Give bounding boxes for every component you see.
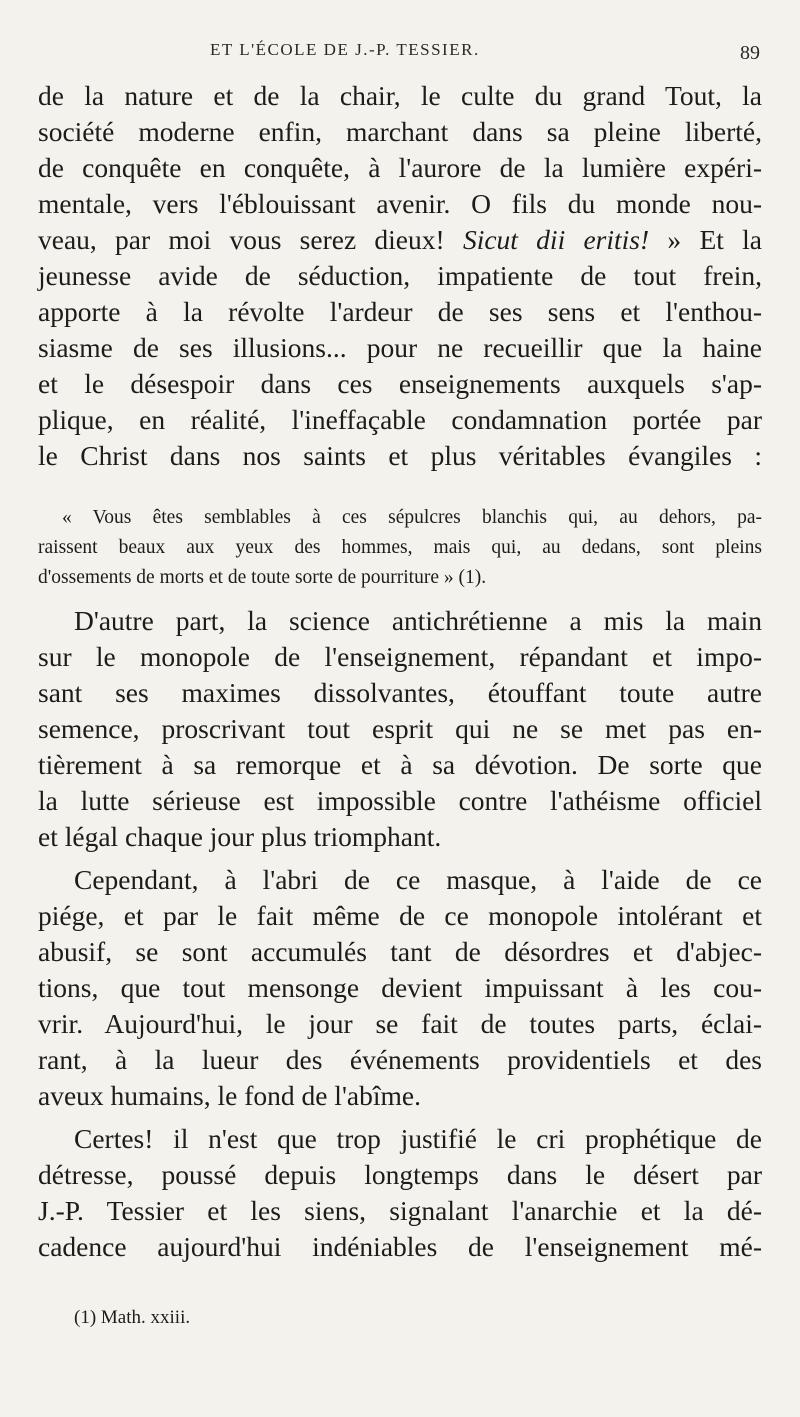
text-fragment: veau, par moi vous serez dieux! bbox=[38, 224, 463, 255]
text-line: Cependant, à l'abri de ce masque, à l'aide de ce bbox=[74, 864, 762, 895]
text-line: de conquête en conquête, à l'aurore de la lumière expéri- bbox=[38, 152, 762, 183]
text-line: Certes! il n'est que trop justifié le cri prophétique de bbox=[74, 1123, 762, 1154]
text-line: abusif, se sont accumulés tant de désordres et d'abjec- bbox=[38, 936, 762, 967]
text-line: D'autre part, la science antichrétienne a mis la main bbox=[74, 605, 762, 636]
text-line: et le désespoir dans ces enseignements auxquels s'ap- bbox=[38, 368, 762, 399]
text-fragment: » Et la bbox=[649, 224, 762, 255]
text-line: semence, proscrivant tout esprit qui ne se met pas en- bbox=[38, 713, 762, 744]
text-line: société moderne enfin, marchant dans sa pleine liberté, bbox=[38, 116, 762, 147]
latin-quote: Sicut dii eritis! bbox=[462, 224, 650, 255]
text-line: mentale, vers l'éblouissant avenir. O fils du monde nou- bbox=[38, 188, 762, 219]
text-line: tions, que tout mensonge devient impuissant à les cou- bbox=[38, 972, 762, 1003]
text-line bbox=[38, 222, 762, 258]
text-line: piége, et par le fait même de ce monopole intolérant et bbox=[38, 900, 762, 931]
text-line: le Christ dans nos saints et plus véritables évangiles : bbox=[38, 440, 762, 471]
text-line: siasme de ses illusions... pour ne recueillir que la haine bbox=[38, 332, 762, 363]
quote-line: d'ossements de morts et de toute sorte de pourriture » (1). bbox=[38, 567, 487, 588]
text-line: sant ses maximes dissolvantes, étouffant toute autre bbox=[38, 677, 762, 708]
text-line: de la nature et de la chair, le culte du grand Tout, la bbox=[38, 80, 762, 111]
text-line: jeunesse avide de séduction, impatiente de tout frein, bbox=[38, 260, 762, 291]
text-line: aveux humains, le fond de l'abîme. bbox=[38, 1080, 421, 1111]
running-title: ET L'ÉCOLE DE J.-P. TESSIER. bbox=[210, 40, 480, 59]
text-line: plique, en réalité, l'ineffaçable condamnation portée par bbox=[38, 404, 762, 435]
text-line: J.-P. Tessier et les siens, signalant l'anarchie et la dé- bbox=[38, 1195, 762, 1226]
text-line: la lutte sérieuse est impossible contre l'athéisme officiel bbox=[38, 785, 762, 816]
text-line: cadence aujourd'hui indéniables de l'enseignement mé- bbox=[38, 1231, 762, 1262]
page-number: 89 bbox=[740, 42, 760, 64]
text-line: sur le monopole de l'enseignement, répandant et impo- bbox=[38, 641, 762, 672]
text-line: détresse, poussé depuis longtemps dans le désert par bbox=[38, 1159, 762, 1190]
text-line: et légal chaque jour plus triomphant. bbox=[38, 821, 442, 852]
text-line: apporte à la révolte l'ardeur de ses sens et l'enthou- bbox=[38, 296, 762, 327]
text-line: vrir. Aujourd'hui, le jour se fait de toutes parts, éclai- bbox=[38, 1008, 762, 1039]
footnote: (1) Math. xxiii. bbox=[74, 1307, 191, 1328]
quote-line: « Vous êtes semblables à ces sépulcres blanchis qui, au dehors, pa- bbox=[62, 507, 762, 528]
running-head bbox=[0, 34, 800, 74]
text-line: tièrement à sa remorque et à sa dévotion. De sorte que bbox=[38, 749, 762, 780]
text-line: rant, à la lueur des événements providentiels et des bbox=[38, 1044, 762, 1075]
quote-line: raissent beaux aux yeux des hommes, mais qui, au dedans, sont pleins bbox=[38, 537, 762, 558]
